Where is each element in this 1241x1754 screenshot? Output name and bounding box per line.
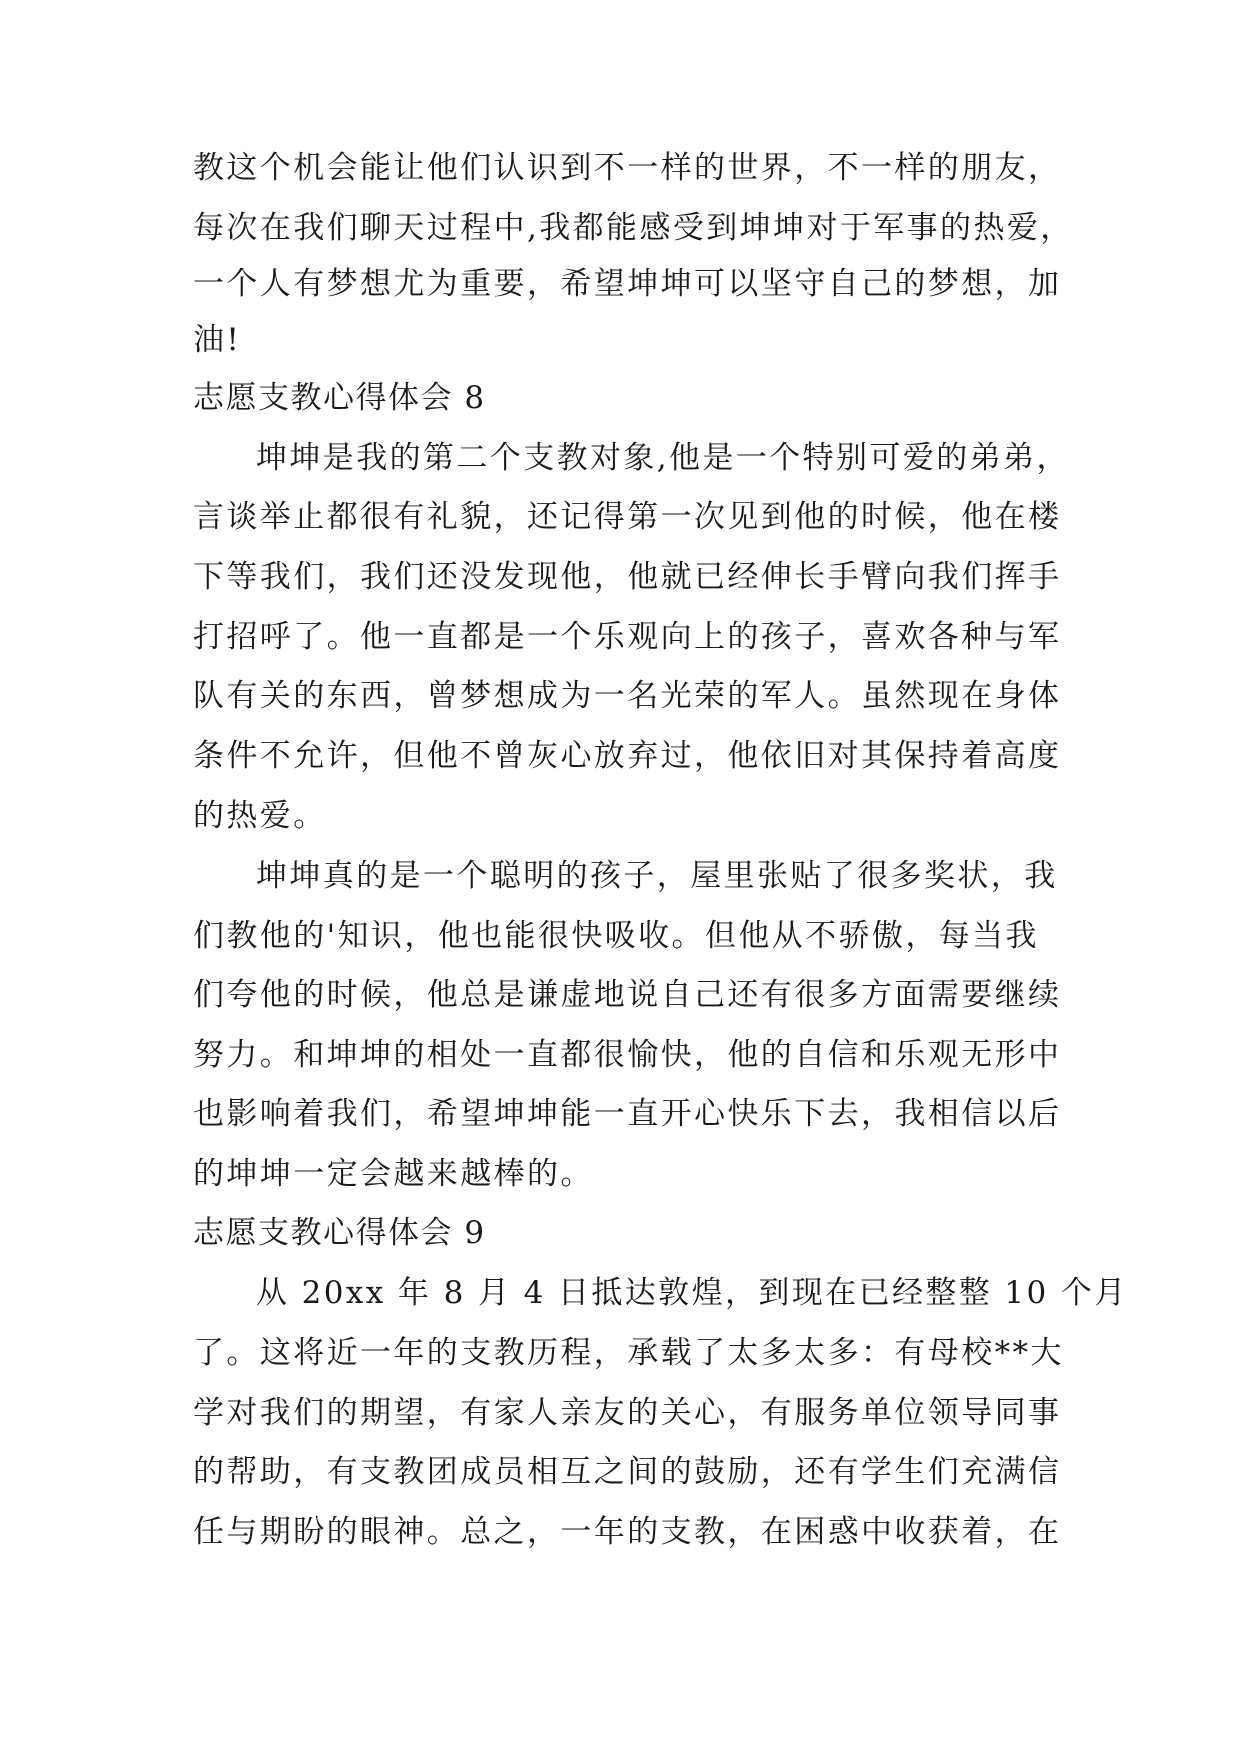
section-8-para1-line-4: 打招呼了。他一直都是一个乐观向上的孩子，喜欢各种与军 <box>193 619 1062 655</box>
section-8-para2-line-2: 们教他的'知识，他也能很快吸收。但他从不骄傲，每当我 <box>193 918 1039 954</box>
section-9-para1-line-5: 任与期盼的眼神。总之，一年的支教，在困惑中收获着，在 <box>193 1514 1062 1550</box>
intro-line-1: 教这个机会能让他们认识到不一样的世界，不一样的朋友， <box>193 150 1062 186</box>
intro-line-4: 油! <box>193 322 242 358</box>
section-8-para1-line-5: 队有关的东西，曾梦想成为一名光荣的军人。虽然现在身体 <box>193 678 1062 714</box>
section-9-para1-line-2: 了。这将近一年的支教历程，承载了太多太多：有母校**大 <box>193 1335 1064 1371</box>
section-8-para2-line-6: 的坤坤一定会越来越棒的。 <box>193 1156 594 1192</box>
intro-line-3: 一个人有梦想尤为重要，希望坤坤可以坚守自己的梦想，加 <box>193 266 1062 302</box>
section-9-para1-line-3: 学对我们的期望，有家人亲友的关心，有服务单位领导同事 <box>193 1395 1062 1431</box>
section-8-para2-line-1: 坤坤真的是一个聪明的孩子，屋里张贴了很多奖状，我 <box>256 858 1058 894</box>
section-8-para2-line-5: 也影响着我们，希望坤坤能一直开心快乐下去，我相信以后 <box>193 1096 1062 1132</box>
section-9-para1-line-1: 从 20xx 年 8 月 4 日抵达敦煌，到现在已经整整 10 个月 <box>256 1275 1128 1311</box>
section-8-para1-line-7: 的热爱。 <box>193 798 327 834</box>
section-8-para2-line-4: 努力。和坤坤的相处一直都很愉快，他的自信和乐观无形中 <box>193 1037 1062 1073</box>
section-8-para1-line-2: 言谈举止都很有礼貌，还记得第一次见到他的时候，他在楼 <box>193 499 1062 535</box>
intro-line-2: 每次在我们聊天过程中,我都能感受到坤坤对于军事的热爱， <box>193 210 1074 246</box>
section-8-para2-line-3: 们夸他的时候，他总是谦虚地说自己还有很多方面需要继续 <box>193 977 1062 1013</box>
section-9-para1-line-4: 的帮助，有支教团成员相互之间的鼓励，还有学生们充满信 <box>193 1454 1062 1490</box>
section-8-para1-line-1: 坤坤是我的第二个支教对象,他是一个特别可爱的弟弟， <box>256 440 1070 476</box>
section-8-para1-line-6: 条件不允许，但他不曾灰心放弃过，他依旧对其保持着高度 <box>193 738 1062 774</box>
section-8-para1-line-3: 下等我们，我们还没发现他，他就已经伸长手臂向我们挥手 <box>193 559 1062 595</box>
section-8-heading: 志愿支教心得体会 8 <box>193 380 486 416</box>
section-9-heading: 志愿支教心得体会 9 <box>193 1215 486 1251</box>
